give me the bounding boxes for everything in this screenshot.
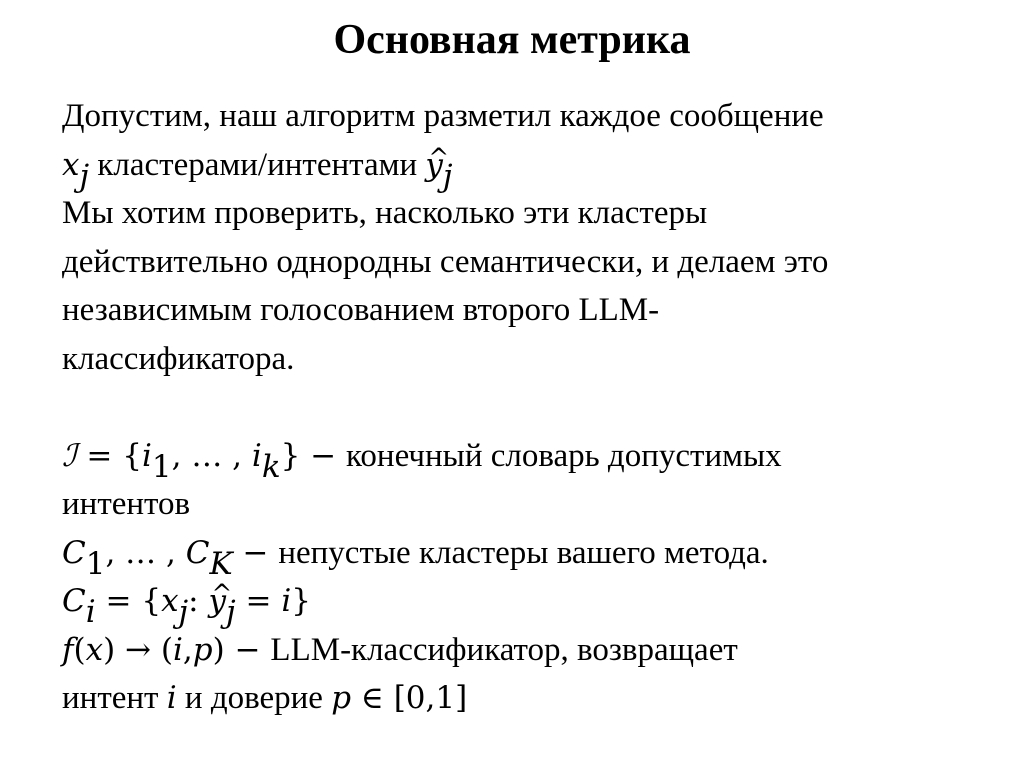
cd-y-hat-var: ^ y bbox=[208, 577, 226, 626]
classifier-intent-text: интент bbox=[62, 680, 167, 716]
slide-title: Основная метрика bbox=[333, 17, 691, 63]
x-sub: j bbox=[79, 157, 90, 194]
para2-line3: независимым голосованием второго LLM- bbox=[62, 292, 660, 328]
i1-var: i bbox=[141, 437, 152, 474]
cd-i-var: i bbox=[281, 583, 292, 619]
f-i-var: i bbox=[172, 631, 183, 668]
slide-body bbox=[62, 92, 1002, 723]
cd-eq2: = bbox=[235, 583, 282, 619]
clusters-dash: − bbox=[232, 534, 279, 571]
y-hat-var: ^ y bbox=[425, 141, 443, 190]
intents-text: конечный словарь допустимых bbox=[346, 437, 782, 474]
f-open: ( bbox=[73, 631, 86, 668]
ci-var: C bbox=[62, 583, 86, 619]
cd-x-var: x bbox=[161, 583, 179, 619]
ci-sub: i bbox=[85, 593, 96, 630]
cd-close: } bbox=[291, 583, 311, 619]
classifier-text: LLM-классификатор, возвращает bbox=[270, 631, 738, 668]
ik-var: i bbox=[251, 437, 262, 474]
intents-symbol: ℐ bbox=[62, 437, 77, 474]
clusters-definition bbox=[62, 529, 1002, 582]
para1-line1: Допустим, наш алгоритм разметил каждое сообщение bbox=[62, 98, 824, 134]
c1-var: C bbox=[62, 534, 86, 571]
confidence-range: ∈ [0,1] bbox=[351, 680, 468, 716]
para1-line2 bbox=[62, 141, 1002, 194]
clusters-text: непустые кластеры вашего метода. bbox=[278, 534, 769, 571]
f-var: f bbox=[62, 631, 74, 668]
cK-var: C bbox=[185, 534, 210, 571]
para1-line2-text: кластерами/интентами bbox=[89, 146, 426, 183]
f-p-var: p bbox=[192, 631, 213, 668]
cd-x-sub: j bbox=[178, 593, 189, 630]
f-close: ) bbox=[103, 631, 116, 668]
x-var: x bbox=[62, 146, 80, 183]
cK-sub: K bbox=[209, 545, 233, 582]
f-arrow: → ( bbox=[115, 631, 173, 668]
intents-dash: − bbox=[300, 437, 347, 474]
intent-i-var: i bbox=[166, 680, 177, 716]
cd-colon: : bbox=[188, 583, 209, 619]
intents-close: } bbox=[280, 437, 301, 474]
ci-eq: = { bbox=[95, 583, 162, 619]
f-dash: − bbox=[224, 631, 271, 668]
para2-line2: действительно однородны семантически, и делаем это bbox=[62, 243, 829, 280]
spacer bbox=[62, 383, 1002, 432]
y-sub: j bbox=[442, 157, 453, 194]
f-x-var: x bbox=[85, 631, 104, 668]
cluster-set-definition bbox=[62, 577, 1002, 630]
classifier-definition bbox=[62, 626, 1002, 675]
classifier-confidence-text: и доверие bbox=[176, 680, 332, 716]
clusters-dots: , … , bbox=[105, 534, 186, 571]
c1-sub: 1 bbox=[85, 545, 106, 582]
f-comma: , bbox=[182, 631, 193, 668]
f-close2: ) bbox=[212, 631, 225, 668]
ik-sub: k bbox=[261, 448, 281, 485]
intents-text-line2: интентов bbox=[62, 486, 191, 522]
para2-line1: Мы хотим проверить, насколько эти кластеры bbox=[62, 195, 708, 231]
i1-sub: 1 bbox=[151, 448, 172, 485]
confidence-p-var: p bbox=[331, 680, 352, 716]
classifier-line2 bbox=[62, 674, 1002, 723]
intents-dots: , … , bbox=[171, 437, 252, 474]
intents-eq: = { bbox=[76, 437, 142, 474]
para2-line4: классификатора. bbox=[62, 340, 295, 377]
cd-y-sub: j bbox=[226, 593, 236, 630]
intents-definition bbox=[62, 432, 1002, 485]
